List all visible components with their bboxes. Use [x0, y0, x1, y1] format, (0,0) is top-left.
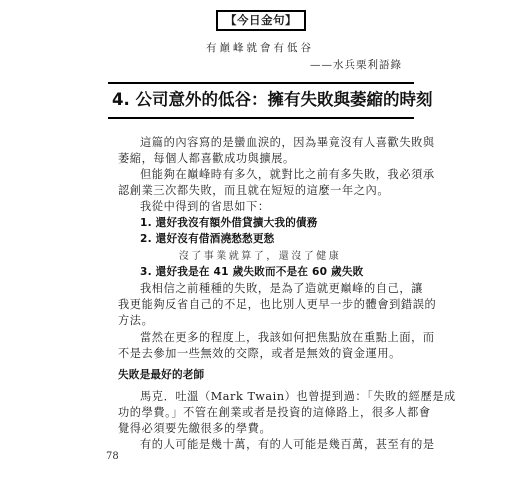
quote-attribution: ——水兵栗利語錄: [310, 59, 402, 71]
section-title: 4. 公司意外的低谷：擁有失敗與萎縮的時刻: [112, 90, 433, 109]
reflection-item-2: 2. 還好沒有借酒澆愁愁更愁: [140, 233, 275, 245]
paragraph-line: 當然在更多的程度上，我該如何把焦點放在重點上面，而: [140, 331, 435, 344]
subheading: 失敗是最好的老師: [118, 369, 205, 381]
paragraph-line: 但能夠在巔峰時有多久，就對比之前有多失敗，我必須承: [140, 168, 435, 181]
reflection-item-1: 1. 還好我沒有額外借貸擴大我的債務: [140, 217, 318, 229]
reflection-item-3: 3. 還好我是在 41 歲失敗而不是在 60 歲失敗: [140, 266, 364, 278]
section-title-bottom-rule: [108, 117, 414, 119]
paragraph-line: 我更能夠反省自己的不足，也比別人更早一步的體會到錯誤的: [118, 298, 437, 311]
paragraph-line: 萎縮，每個人都喜歡成功與擴展。: [118, 152, 295, 165]
paragraph-line: 不是去參加一些無效的交際，或者是無效的資金運用。: [118, 347, 401, 360]
paragraph-line: 有的人可能是幾十萬，有的人可能是幾百萬，甚至有的是: [140, 438, 435, 451]
paragraph-line: 方法。: [118, 314, 154, 327]
reflection-note: 沒了事業就算了，還沒了健康: [178, 251, 342, 262]
paragraph-line: 這篇的內容寫的是蠻血淚的，因為畢竟沒有人喜歡失敗與: [140, 136, 435, 149]
paragraph-line: 功的學費。」不管在創業或者是投資的這條路上，很多人都會: [118, 406, 431, 419]
paragraph-line: 覺得必須要先繳很多的學費。: [118, 422, 272, 435]
paragraph-line: 馬克．吐溫（Mark Twain）也曾提到過：「失敗的經歷是成: [140, 390, 456, 403]
paragraph-line: 認創業三次都失敗，而且就在短短的這麼一年之內。: [118, 184, 390, 197]
paragraph-line: 我從中得到的省思如下：: [140, 200, 270, 213]
daily-quote-text: 有巔峰就會有低谷: [206, 42, 314, 54]
daily-quote-heading-box: 【今日金句】: [216, 10, 306, 31]
paragraph-line: 我相信之前種種的失敗，是為了造就更巔峰的自己，讓: [140, 282, 423, 295]
section-title-top-rule: [108, 82, 414, 84]
page-number: 78: [106, 451, 119, 462]
